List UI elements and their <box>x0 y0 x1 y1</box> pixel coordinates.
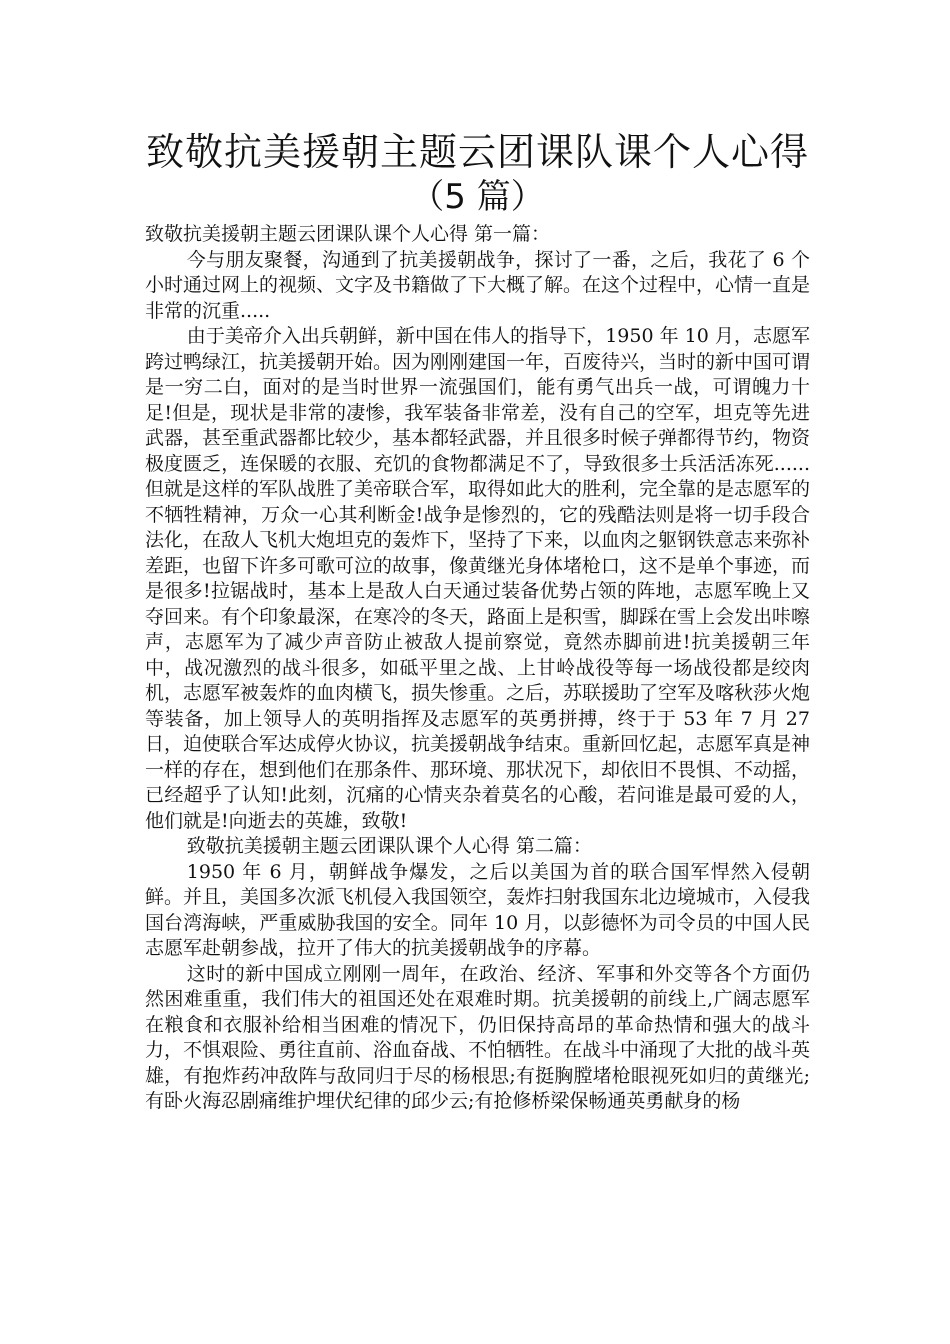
paragraph: 由于美帝介入出兵朝鲜，新中国在伟人的指导下，1950 年 10 月，志愿军跨过鸭绿江，抗美援朝开始。因为刚刚建国一年，百废待兴，当时的新中国可谓是一穷二白，面对的是当时世界一流强国们，能有勇气出兵一战，可谓魄力十足!但是，现状是非常的凄惨，我军装备非常差，没有自己的空军，坦克等先进武器，甚至重武器都比较少，基本都轻武器，并且很多时候子弹都得节约，物资极度匮乏，连保暖的衣服、充饥的食物都满足不了，导致很多士兵活活冻死......但就是这样的军队战胜了美帝联合军，取得如此大的胜利，完全靠的是志愿军的不牺牲精神，万众一心其利断金!战争是惨烈的，它的残酷法则是将一切手段合法化，在敌人飞机大炮坦克的轰炸下，坚持了下来，以血肉之躯钢铁意志来弥补差距，也留下许多可歌可泣的故事，像黄继光身体堵枪口，这不是单个事迹，而是很多!拉锯战时，基本上是敌人白天通过装备优势占领的阵地，志愿军晚上又夺回来。有个印象最深，在寒冷的冬天，路面上是积雪，脚踩在雪上会发出咔嚓声，志愿军为了减少声音防止被敌人提前察觉，竟然赤脚前进!抗美援朝三年中，战况激烈的战斗很多，如砥平里之战、上甘岭战役等每一场战役都是绞肉机，志愿军被轰炸的血肉横飞，损失惨重。之后，苏联援助了空军及喀秋莎火炮等装备，加上领导人的英明指挥及志愿军的英勇拼搏，终于于 53 年 7 月 27 日，迫使联合军达成停火协议，抗美援朝战争结束。重新回忆起，志愿军真是神一样的存在，想到他们在那条件、那环境、那状况下，却依旧不畏惧、不动摇，已经超乎了认知!此刻，沉痛的心情夹杂着莫名的心酸，若问谁是最可爱的人，他们就是!向逝去的英雄，致敬! <box>145 325 811 832</box>
paragraph: 这时的新中国成立刚刚一周年，在政治、经济、军事和外交等各个方面仍然困难重重，我们伟大的祖国还处在艰难时期。抗美援朝的前线上,广阔志愿军在粮食和衣服补给相当困难的情况下，仍旧保持高昂的革命热情和强大的战斗力，不惧艰险、勇往直前、浴血奋战、不怕牺牲。在战斗中涌现了大批的战斗英雄，有抱炸药冲敌阵与敌同归于尽的杨根思;有挺胸膛堵枪眼视死如归的黄继光;有卧火海忍剧痛维护埋伏纪律的邱少云;有抢修桥梁保畅通英勇献身的杨 <box>145 962 811 1112</box>
paragraph: 1950 年 6 月，朝鲜战争爆发，之后以美国为首的联合国军悍然入侵朝鲜。并且，美国多次派飞机侵入我国领空，轰炸扫射我国东北边境城市，入侵我国台湾海峡，严重威胁我国的安全。同年 10 月，以彭德怀为司令员的中国人民志愿军赴朝参战，拉开了伟大的抗美援朝战争的序幕。 <box>145 860 811 959</box>
section-heading-1: 致敬抗美援朝主题云团课队课个人心得 第一篇： <box>145 223 551 245</box>
paragraph: 今与朋友聚餐，沟通到了抗美援朝战争，探讨了一番，之后，我花了 6 个小时通过网上的视频、文字及书籍做了下大概了解。在这个过程中，心情一直是非常的沉重..... <box>145 248 811 322</box>
section-heading-2: 致敬抗美援朝主题云团课队课个人心得 第二篇： <box>186 835 592 857</box>
document-page <box>145 128 810 1115</box>
document-subtitle: （5 篇） <box>410 177 545 217</box>
document-title: 致敬抗美援朝主题云团课队课个人心得 <box>145 130 809 174</box>
document-body <box>145 222 810 1115</box>
